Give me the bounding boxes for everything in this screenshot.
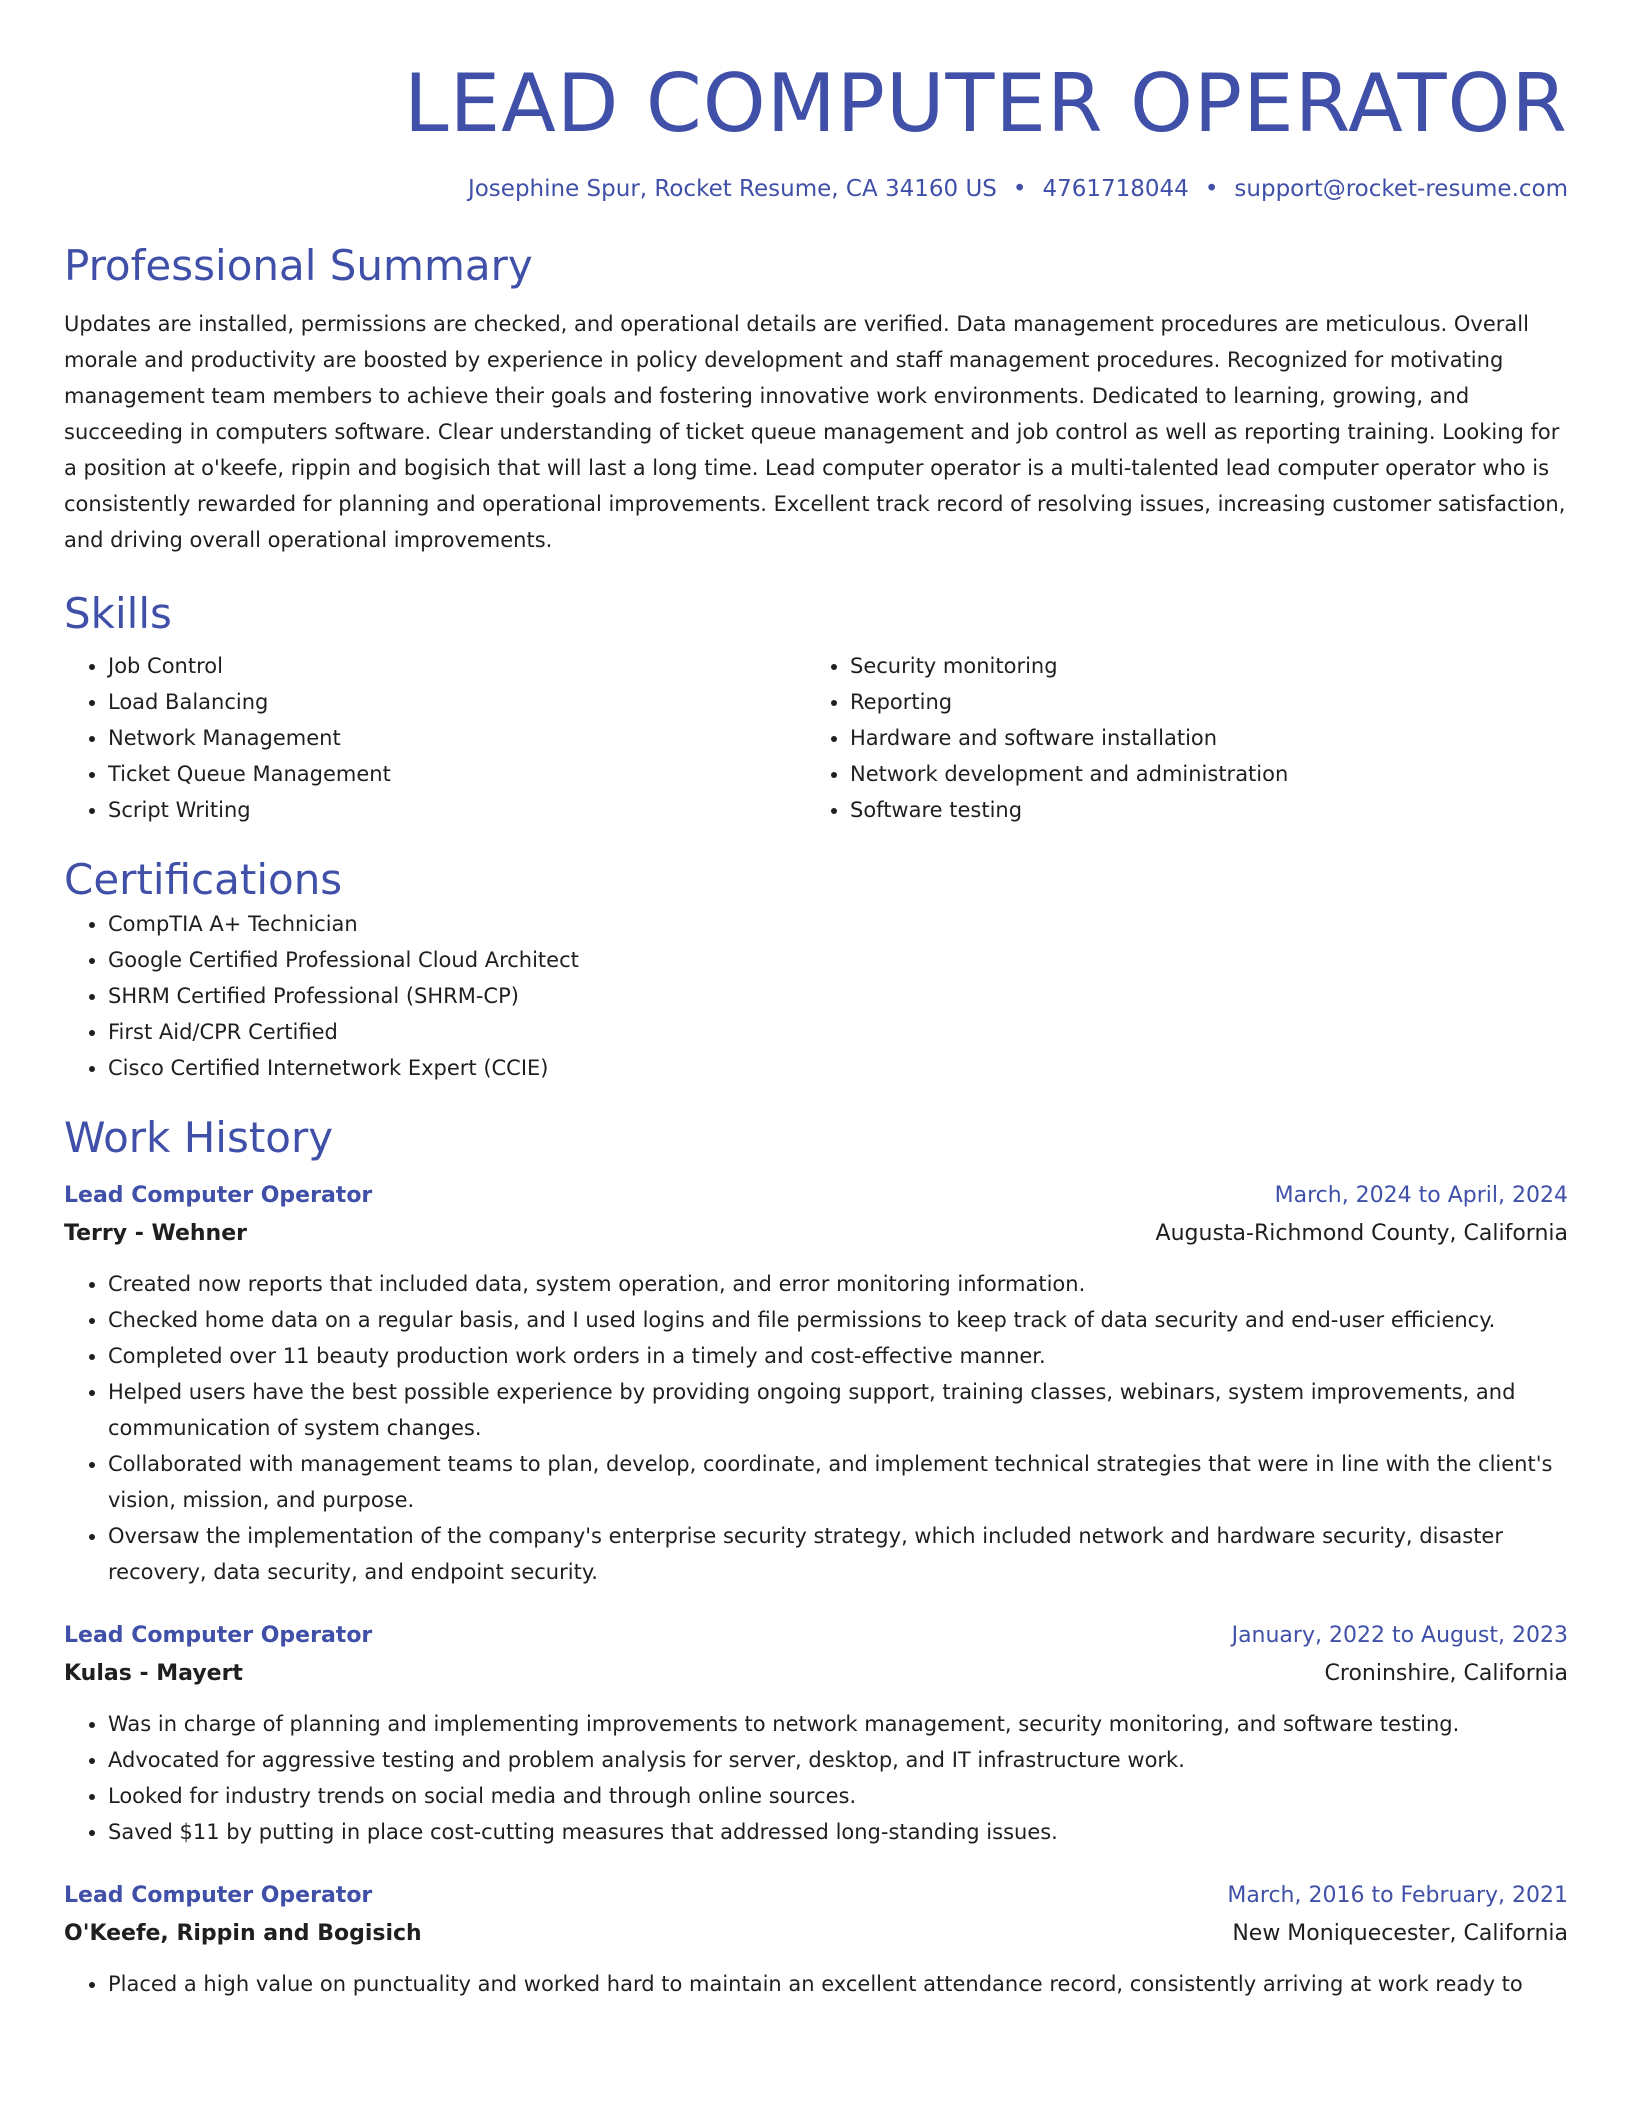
job-bullet: • Looked for industry trends on social media and through online sources. (108, 1778, 1568, 1814)
job-location: Croninshire, California (1324, 1661, 1568, 1686)
skills-heading: Skills (64, 589, 172, 638)
skills-columns (64, 648, 1568, 828)
job-bullet: • Saved $11 by putting in place cost-cutting measures that addressed long-standing issues. (108, 1814, 1568, 1850)
job-title-row (64, 1878, 1568, 1914)
job-bullet: • Helped users have the best possible experience by providing ongoing support, training classes, webinars, system improvements, and communication of system changes. (108, 1374, 1568, 1446)
job-entry (64, 1178, 1568, 1590)
skill-item: • Ticket Queue Management (108, 756, 806, 792)
certification-item: • Cisco Certified Internetwork Expert (CCIE) (108, 1050, 1568, 1086)
skill-item: • Security monitoring (850, 648, 1548, 684)
resume-header (64, 56, 1568, 204)
work-history-heading: Work History (64, 1113, 334, 1162)
job-bullet: • Advocated for aggressive testing and problem analysis for server, desktop, and IT infrastructure work. (108, 1742, 1568, 1778)
job-dates: January, 2022 to August, 2023 (1231, 1623, 1568, 1648)
job-entry (64, 1878, 1568, 2002)
job-company-row (64, 1214, 1568, 1254)
job-bullets (64, 1966, 1568, 2002)
job-bullet: • Oversaw the implementation of the company's enterprise security strategy, which included network and hardware security, disaster recovery, data security, and endpoint security. (108, 1518, 1568, 1590)
skill-item: • Network Management (108, 720, 806, 756)
job-bullet: • Created now reports that included data, system operation, and error monitoring information. (108, 1266, 1568, 1302)
skill-item: • Job Control (108, 648, 806, 684)
job-bullet: • Collaborated with management teams to plan, develop, coordinate, and implement technical strategies that were in line with the client's vision, mission, and purpose. (108, 1446, 1568, 1518)
job-dates: March, 2016 to February, 2021 (1227, 1883, 1568, 1908)
job-bullet: • Checked home data on a regular basis, and I used logins and file permissions to keep track of data security and end-user efficiency. (108, 1302, 1568, 1338)
skill-item: • Script Writing (108, 792, 806, 828)
skill-item: • Software testing (850, 792, 1548, 828)
certification-item: • First Aid/CPR Certified (108, 1014, 1568, 1050)
certification-item: • CompTIA A+ Technician (108, 906, 1568, 942)
job-dates: March, 2024 to April, 2024 (1274, 1183, 1568, 1208)
job-company-row (64, 1914, 1568, 1954)
summary-heading: Professional Summary (64, 241, 533, 290)
job-role: Lead Computer Operator (64, 1883, 373, 1908)
skill-item: • Reporting (850, 684, 1548, 720)
certification-item: • Google Certified Professional Cloud Architect (108, 942, 1568, 978)
contact-separator: • (1204, 176, 1219, 202)
job-title-row (64, 1618, 1568, 1654)
job-bullet: • Completed over 11 beauty production work orders in a timely and cost-effective manner. (108, 1338, 1568, 1374)
certifications-list (64, 906, 1568, 1086)
job-company: Terry - Wehner (64, 1221, 247, 1246)
job-bullets (64, 1706, 1568, 1850)
job-entry (64, 1618, 1568, 1850)
job-bullets (64, 1266, 1568, 1590)
skills-right-list (806, 648, 1548, 828)
contact-line (64, 174, 1568, 204)
skill-item: • Load Balancing (108, 684, 806, 720)
job-bullet: • Placed a high value on punctuality and worked hard to maintain an excellent attendance record, consistently arriving at work ready to (108, 1966, 1568, 2002)
skills-left-list (64, 648, 806, 828)
contact-phone: 4761718044 (1042, 176, 1189, 202)
job-company: O'Keefe, Rippin and Bogisich (64, 1921, 422, 1946)
contact-email[interactable]: support@rocket-resume.com (1234, 176, 1568, 202)
job-bullet: • Was in charge of planning and implementing improvements to network management, security monitoring, and software testing. (108, 1706, 1568, 1742)
job-company-row (64, 1654, 1568, 1694)
job-company: Kulas - Mayert (64, 1661, 243, 1686)
skill-item: • Network development and administration (850, 756, 1548, 792)
page-title: LEAD COMPUTER OPERATOR (404, 57, 1568, 150)
job-title-row (64, 1178, 1568, 1214)
skill-item: • Hardware and software installation (850, 720, 1548, 756)
certification-item: • SHRM Certified Professional (SHRM-CP) (108, 978, 1568, 1014)
job-role: Lead Computer Operator (64, 1623, 373, 1648)
summary-text: Updates are installed, permissions are checked, and operational details are verified. Data management procedures are meticulous. Overall morale and productivity are boosted by experience in policy development and staff management procedures. Recognized for motivating management team members to achieve their goals and fostering innovative work environments. Dedicated to learning, growing, and succeeding in computers software. Clear understanding of ticket queue management and job control as well as reporting training. Looking for a position at o'keefe, rippin and bogisich that will last a long time. Lead computer operator is a multi-talented lead computer operator who is consistently rewarded for planning and operational improvements. Excellent track record of resolving issues, increasing customer satisfaction, and driving overall operational improvements. (64, 312, 1566, 552)
job-role: Lead Computer Operator (64, 1183, 373, 1208)
certifications-heading: Certifications (64, 855, 343, 904)
contact-separator: • (1012, 176, 1027, 202)
contact-address: Josephine Spur, Rocket Resume, CA 34160 US (467, 176, 997, 202)
job-location: Augusta-Richmond County, California (1155, 1221, 1568, 1246)
job-location: New Moniquecester, California (1232, 1921, 1568, 1946)
